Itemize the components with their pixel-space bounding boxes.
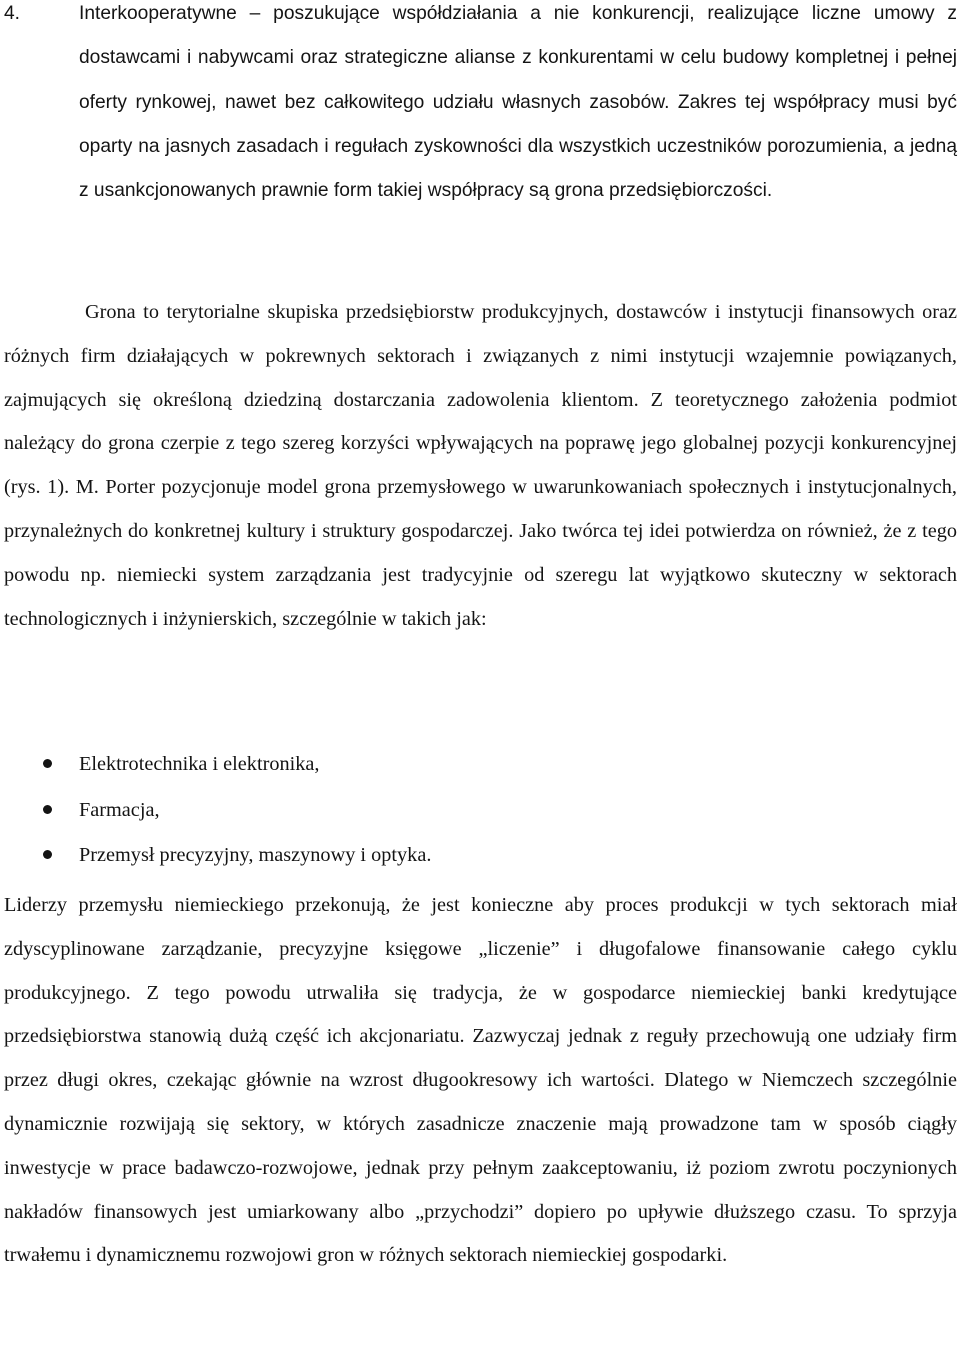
bullet-item: Przemysł precyzyjny, maszynowy i optyka. <box>4 833 904 879</box>
bullet-item: Farmacja, <box>4 788 904 834</box>
list-item-text: Interkooperatywne – poszukujące współdziałania a nie konkurencji, realizujące liczne umowy z dostawcami i nabywcami oraz strategiczne alianse z konkurentami w celu budowy kompletnej i pełnej oferty rynkowej, nawet bez całkowitego udziału własnych zasobów. Zakres tej współpracy musi być oparty na jasnych zasadach i regułach zyskowności dla wszystkich uczestników porozumienia, a jedną z usankcjonowanych prawnie form takiej współpracy są grona przedsiębiorczości. <box>79 3 957 202</box>
paragraph-german-industry: Liderzy przemysłu niemieckiego przekonują, że jest konieczne aby proces produkcji w tych sektorach miał zdyscyplinowane zarządzanie, precyzyjne księgowe „liczenie” i długofalowe finansowanie całego cyklu produkcyjnego. Z tego powodu utrwaliła się tradycja, że w gospodarce niemieckiej banki kredytujące przedsiębiorstwa stanowią dużą część ich akcjonariatu. Zazwyczaj jednak z reguły przechowują one udziały firm przez długi okres, czekając głównie na wzrost długookresowy ich wartości. Dlatego w Niemczech szczególnie dynamicznie rozwijają się sektory, w których zasadnicze znaczenie mają prowadzone tam w sposób ciągły inwestycje w prace badawczo-rozwojowe, jednak przy pełnym zaakceptowaniu, iż poziom zwrotu poczynionych nakładów finansowych jest umiarkowany albo „przychodzi” dopiero po upływie dłuższego czasu. To sprzyja trwałemu i dynamicznemu rozwojowi gron w różnych sektorach niemieckiej gospodarki. <box>4 894 957 1267</box>
paragraph-clusters-definition: Grona to terytorialne skupiska przedsiębiorstw produkcyjnych, dostawców i instytucji finansowych oraz różnych firm działających w pokrewnych sektorach i związanych z nimi instytucji wzajemnie powiązanych, zajmujących się określoną dziedziną dostarczania zadowolenia klientom. Z teoretycznego założenia podmiot należący do grona czerpie z tego szereg korzyści wpływających na poprawę jego globalnej pozycji konkurencyjnej (rys. 1). M. Porter pozycjonuje model grona przemysłowego w uwarunkowaniach społecznych i instytucjonalnych, przynależnych do konkretnej kultury i struktury gospodarczej. Jako twórca tej idei potwierdza on również, że z tego powodu np. niemiecki system zarządzania jest tradycyjnie od szeregu lat wyjątkowo skuteczny w sektorach technologicznych i inżynierskich, szczególnie w takich jak: <box>4 301 957 630</box>
bullet-item: Elektrotechnika i elektronika, <box>4 742 904 788</box>
numbered-list-item <box>4 0 957 213</box>
list-item-number: 4. <box>4 3 21 24</box>
sector-bullet-list <box>4 742 904 879</box>
